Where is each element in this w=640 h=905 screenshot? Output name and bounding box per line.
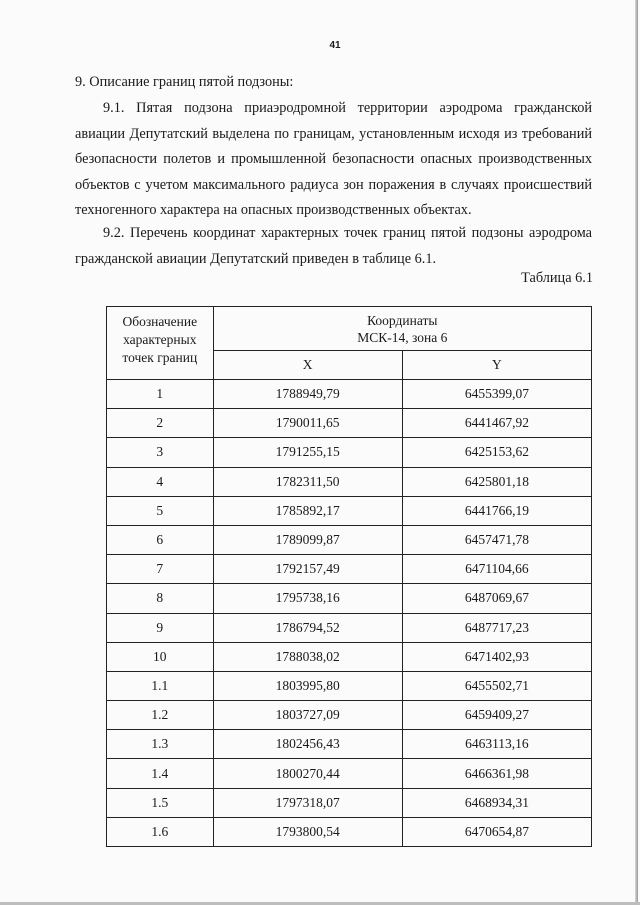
table-row <box>107 642 592 671</box>
y-coordinate-cell: 6459409,27 <box>402 701 591 730</box>
y-coordinate-cell: 6466361,98 <box>402 759 591 788</box>
page-number: 41 <box>329 40 341 51</box>
coordinates-table-body <box>107 380 592 847</box>
x-coordinate-cell: 1786794,52 <box>213 613 402 642</box>
point-cell: 2 <box>107 409 214 438</box>
x-coordinate-cell: 1791255,15 <box>213 438 402 467</box>
point-cell: 3 <box>107 438 214 467</box>
page-edge-shadow <box>635 0 638 905</box>
x-coordinate-cell: 1803995,80 <box>213 671 402 700</box>
y-coordinate-cell: 6441467,92 <box>402 409 591 438</box>
x-coordinate-cell: 1788949,79 <box>213 380 402 409</box>
table-row <box>107 817 592 846</box>
point-cell: 1.2 <box>107 701 214 730</box>
point-cell: 7 <box>107 555 214 584</box>
y-coordinate-cell: 6487717,23 <box>402 613 591 642</box>
point-cell: 1 <box>107 380 214 409</box>
table-row <box>107 584 592 613</box>
point-cell: 8 <box>107 584 214 613</box>
y-coordinate-cell: 6457471,78 <box>402 525 591 554</box>
x-coordinate-cell: 1789099,87 <box>213 525 402 554</box>
x-coordinate-cell: 1802456,43 <box>213 730 402 759</box>
x-coordinate-cell: 1790011,65 <box>213 409 402 438</box>
coordinates-table <box>106 306 592 847</box>
x-coordinate-cell: 1788038,02 <box>213 642 402 671</box>
coordinates-header <box>213 307 591 351</box>
x-coordinate-cell: 1782311,50 <box>213 467 402 496</box>
section-heading: 9. Описание границ пятой подзоны: <box>75 74 294 90</box>
point-cell: 4 <box>107 467 214 496</box>
y-coordinate-cell: 6470654,87 <box>402 817 591 846</box>
point-cell: 5 <box>107 496 214 525</box>
table-row <box>107 555 592 584</box>
point-cell: 6 <box>107 525 214 554</box>
coordinates-header-title: Координаты <box>367 312 438 328</box>
point-cell: 1.1 <box>107 671 214 700</box>
y-coordinate-cell: 6455502,71 <box>402 671 591 700</box>
x-coordinate-cell: 1793800,54 <box>213 817 402 846</box>
y-coordinate-cell: 6471402,93 <box>402 642 591 671</box>
x-coordinate-cell: 1785892,17 <box>213 496 402 525</box>
y-coordinate-cell: 6471104,66 <box>402 555 591 584</box>
point-cell: 1.4 <box>107 759 214 788</box>
y-coordinate-cell: 6425801,18 <box>402 467 591 496</box>
table-row <box>107 438 592 467</box>
y-coordinate-cell: 6463113,16 <box>402 730 591 759</box>
table-row <box>107 730 592 759</box>
point-designation-header: Обозначение характерных точек границ <box>107 307 214 380</box>
point-cell: 1.3 <box>107 730 214 759</box>
table-row <box>107 409 592 438</box>
y-coordinate-cell: 6441766,19 <box>402 496 591 525</box>
y-coordinate-cell: 6455399,07 <box>402 380 591 409</box>
x-coordinate-cell: 1795738,16 <box>213 584 402 613</box>
table-row <box>107 496 592 525</box>
point-cell: 9 <box>107 613 214 642</box>
table-row <box>107 759 592 788</box>
paragraph-9-1: 9.1. Пятая подзона приаэродромной территории аэродрома гражданской авиации Депутатский выделена по границам, установленным исходя из требований безопасности полетов и промышленной безопасности опасных производственных объектов с учетом максимального радиуса зон поражения в случаях происшествий техногенного характера на опасных производственных объектах. <box>75 100 592 218</box>
point-cell: 1.5 <box>107 788 214 817</box>
table-row <box>107 467 592 496</box>
table-caption: Таблица 6.1 <box>521 270 593 286</box>
point-cell: 1.6 <box>107 817 214 846</box>
x-column-header: X <box>213 351 402 380</box>
y-coordinate-cell: 6425153,62 <box>402 438 591 467</box>
table-row <box>107 380 592 409</box>
table-row <box>107 788 592 817</box>
x-coordinate-cell: 1797318,07 <box>213 788 402 817</box>
y-coordinate-cell: 6468934,31 <box>402 788 591 817</box>
x-coordinate-cell: 1803727,09 <box>213 701 402 730</box>
table-row <box>107 525 592 554</box>
table-row <box>107 701 592 730</box>
x-coordinate-cell: 1792157,49 <box>213 555 402 584</box>
y-column-header: Y <box>402 351 591 380</box>
table-row <box>107 613 592 642</box>
coordinates-header-system: МСК-14, зона 6 <box>357 329 448 345</box>
point-cell: 10 <box>107 642 214 671</box>
x-coordinate-cell: 1800270,44 <box>213 759 402 788</box>
table-row <box>107 671 592 700</box>
y-coordinate-cell: 6487069,67 <box>402 584 591 613</box>
paragraph-9-2: 9.2. Перечень координат характерных точек границ пятой подзоны аэродрома гражданской авиации Депутатский приведен в таблице 6.1. <box>75 225 592 267</box>
